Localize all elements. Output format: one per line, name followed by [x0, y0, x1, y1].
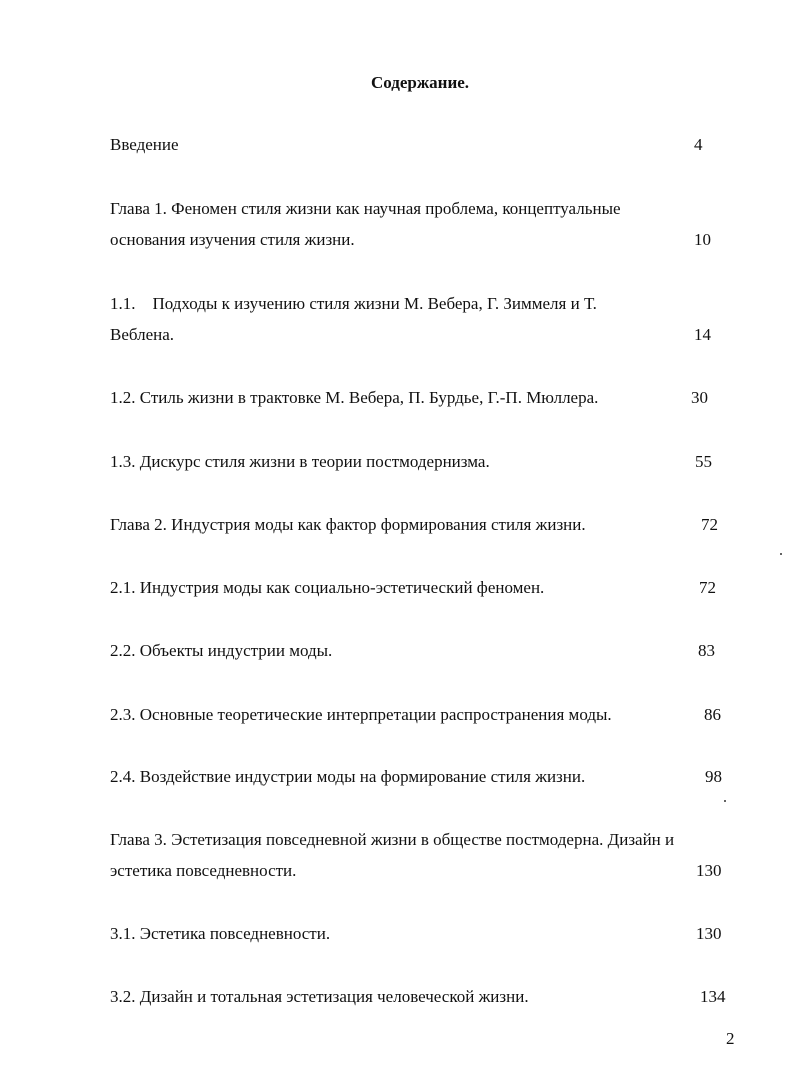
toc-page-number: 83 — [698, 641, 715, 660]
toc-entry-1-1: 1.1. Подходы к изучению стиля жизни М. Вебера, Г. Зиммеля и Т. — [110, 294, 597, 313]
toc-entry-2-1: 2.1. Индустрия моды как социально-эстетический феномен. — [110, 578, 545, 597]
toc-page-number: 130 — [696, 924, 722, 943]
toc-entry-1-1-cont: Веблена. — [110, 325, 175, 344]
toc-entry-chapter-2: Глава 2. Индустрия моды как фактор формирования стиля жизни. — [110, 515, 586, 534]
toc-page-number: 98 — [705, 767, 722, 786]
toc-entry-chapter-3: Глава 3. Эстетизация повседневной жизни в обществе постмодерна. Дизайн и — [110, 830, 675, 849]
toc-page-number: 130 — [696, 861, 722, 880]
toc-title: Содержание. — [370, 73, 470, 92]
toc-entry-2-3: 2.3. Основные теоретические интерпретации распространения моды. — [110, 705, 612, 724]
toc-entry-1-2: 1.2. Стиль жизни в трактовке М. Вебера, П. Бурдье, Г.-П. Мюллера. — [110, 388, 599, 407]
toc-entry-chapter-1-cont: основания изучения стиля жизни. — [110, 230, 355, 249]
page-number: 2 — [726, 1029, 735, 1048]
toc-entry-intro: Введение — [110, 135, 179, 154]
toc-entry-chapter-1: Глава 1. Феномен стиля жизни как научная проблема, концептуальные — [110, 199, 621, 218]
scan-speck — [724, 800, 726, 802]
toc-page-number: 72 — [699, 578, 716, 597]
toc-page-number: 55 — [695, 452, 712, 471]
toc-entry-3-1: 3.1. Эстетика повседневности. — [110, 924, 331, 943]
toc-entry-2-2: 2.2. Объекты индустрии моды. — [110, 641, 333, 660]
toc-page-number: 134 — [700, 987, 726, 1006]
toc-page-number: 30 — [691, 388, 708, 407]
toc-entry-chapter-3-cont: эстетика повседневности. — [110, 861, 297, 880]
toc-page-number: 10 — [694, 230, 711, 249]
toc-entry-1-3: 1.3. Дискурс стиля жизни в теории постмодернизма. — [110, 452, 490, 471]
scan-speck — [780, 553, 782, 555]
toc-entry-3-2: 3.2. Дизайн и тотальная эстетизация человеческой жизни. — [110, 987, 529, 1006]
toc-page-number: 4 — [694, 135, 703, 154]
toc-page-number: 14 — [694, 325, 711, 344]
toc-page-number: 86 — [704, 705, 721, 724]
toc-page-number: 72 — [701, 515, 718, 534]
toc-entry-2-4: 2.4. Воздействие индустрии моды на формирование стиля жизни. — [110, 767, 586, 786]
